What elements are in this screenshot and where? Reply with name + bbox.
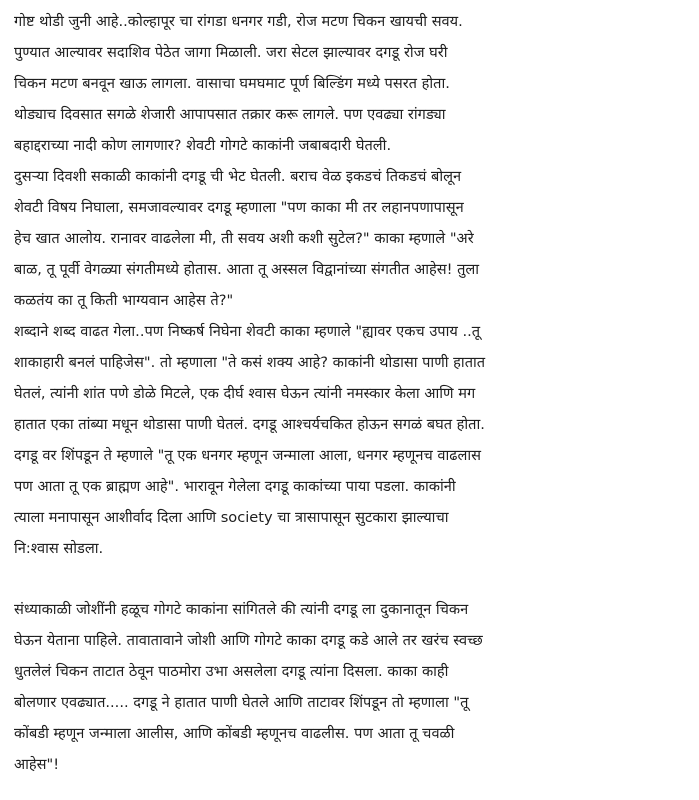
text-line: थोड्याच दिवसात सगळे शेजारी आपापसात तक्रार करू लागले. पण एवढ्या रांगड्या bbox=[14, 106, 446, 123]
text-line: शाकाहारी बनलं पाहिजेस". तो म्हणाला "ते कसं शक्य आहे? काकांनी थोडासा पाणी हातात bbox=[14, 354, 486, 371]
text-line: शब्दाने शब्द वाढत गेला..पण निष्कर्ष निघेना शेवटी काका म्हणाले "ह्यावर एकच उपाय ..तू bbox=[14, 323, 481, 340]
text-line: घेतलं, त्यांनी शांत पणे डोळे मिटले, एक दीर्घ श्वास घेऊन त्यांनी नमस्कार केला आणि मग bbox=[14, 385, 476, 402]
text-line: धुतलेलं चिकन ताटात ठेवून पाठमोरा उभा असलेला दगडू त्यांना दिसला. काका काही bbox=[14, 663, 449, 680]
text-line: कोंबडी म्हणून जन्माला आलीस, आणि कोंबडी म्हणूनच वाढलीस. पण आता तू चवळी bbox=[14, 725, 455, 742]
text-line: बोलणार एवढ्यात..... दगडू ने हातात पाणी घेतले आणि ताटावर शिंपडून तो म्हणाला "तू bbox=[14, 694, 469, 711]
text-line: बाळ, तू पूर्वी वेगळ्या संगतीमध्ये होतास. आता तू अस्सल विद्वानांच्या संगतीत आहेस! तुला bbox=[14, 261, 480, 278]
text-line: दगडू वर शिंपडून ते म्हणाले "तू एक धनगर म्हणून जन्माला आला, धनगर म्हणूनच वाढलास bbox=[14, 447, 482, 464]
text-line: कळतंय का तू किती भाग्यवान आहेस ते?" bbox=[14, 292, 234, 309]
text-line: नि:श्वास सोडला. bbox=[14, 540, 104, 557]
text-line: शेवटी विषय निघाला, समजावल्यावर दगडू म्हणाला "पण काका मी तर लहानपणापासून bbox=[14, 199, 464, 216]
text-line: संध्याकाळी जोशींनी हळूच गोगटे काकांना सांगितले की त्यांनी दगडू ला दुकानातून चिकन bbox=[14, 601, 469, 618]
text-line: पुण्यात आल्यावर सदाशिव पेठेत जागा मिळाली. जरा सेटल झाल्यावर दगडू रोज घरी bbox=[14, 44, 448, 61]
paragraph-spacer bbox=[14, 564, 689, 594]
text-line: गोष्ट थोडी जुनी आहे..कोल्हापूर चा रांगडा धनगर गडी, रोज मटण चिकन खायची सवय. bbox=[14, 13, 463, 30]
text-line: चिकन मटण बनवून खाऊ लागला. वासाचा घमघमाट पूर्ण बिल्डिंग मध्ये पसरत होता. bbox=[14, 75, 450, 92]
text-line: बहाद्दराच्या नादी कोण लागणार? शेवटी गोगटे काकांनी जबाबदारी घेतली. bbox=[14, 137, 392, 154]
text-line: आहेस"! bbox=[14, 756, 60, 773]
text-line: घेऊन येताना पाहिले. तावातावाने जोशी आणि गोगटे काका दगडू कडे आले तर खरंच स्वच्छ bbox=[14, 632, 483, 649]
text-line: हातात एका तांब्या मधून थोडासा पाणी घेतलं. दगडू आश्चर्यचकित होऊन सगळं बघत होता. bbox=[14, 416, 485, 433]
paragraph-2 bbox=[14, 594, 689, 780]
text-line: त्याला मनापासून आशीर्वाद दिला आणि society चा त्रासापासून सुटकारा झाल्याचा bbox=[14, 509, 449, 526]
text-line: दुसऱ्या दिवशी सकाळी काकांनी दगडू ची भेट घेतली. बराच वेळ इकडचं तिकडचं बोलून bbox=[14, 168, 462, 185]
text-line: पण आता तू एक ब्राह्मण आहे". भारावून गेलेला दगडू काकांच्या पाया पडला. काकांनी bbox=[14, 478, 456, 495]
text-line: हेच खात आलोय. रानावर वाढलेला मी, ती सवय अशी कशी सुटेल?" काका म्हणाले "अरे bbox=[14, 230, 474, 247]
story-text bbox=[14, 6, 689, 780]
paragraph-1 bbox=[14, 6, 689, 564]
